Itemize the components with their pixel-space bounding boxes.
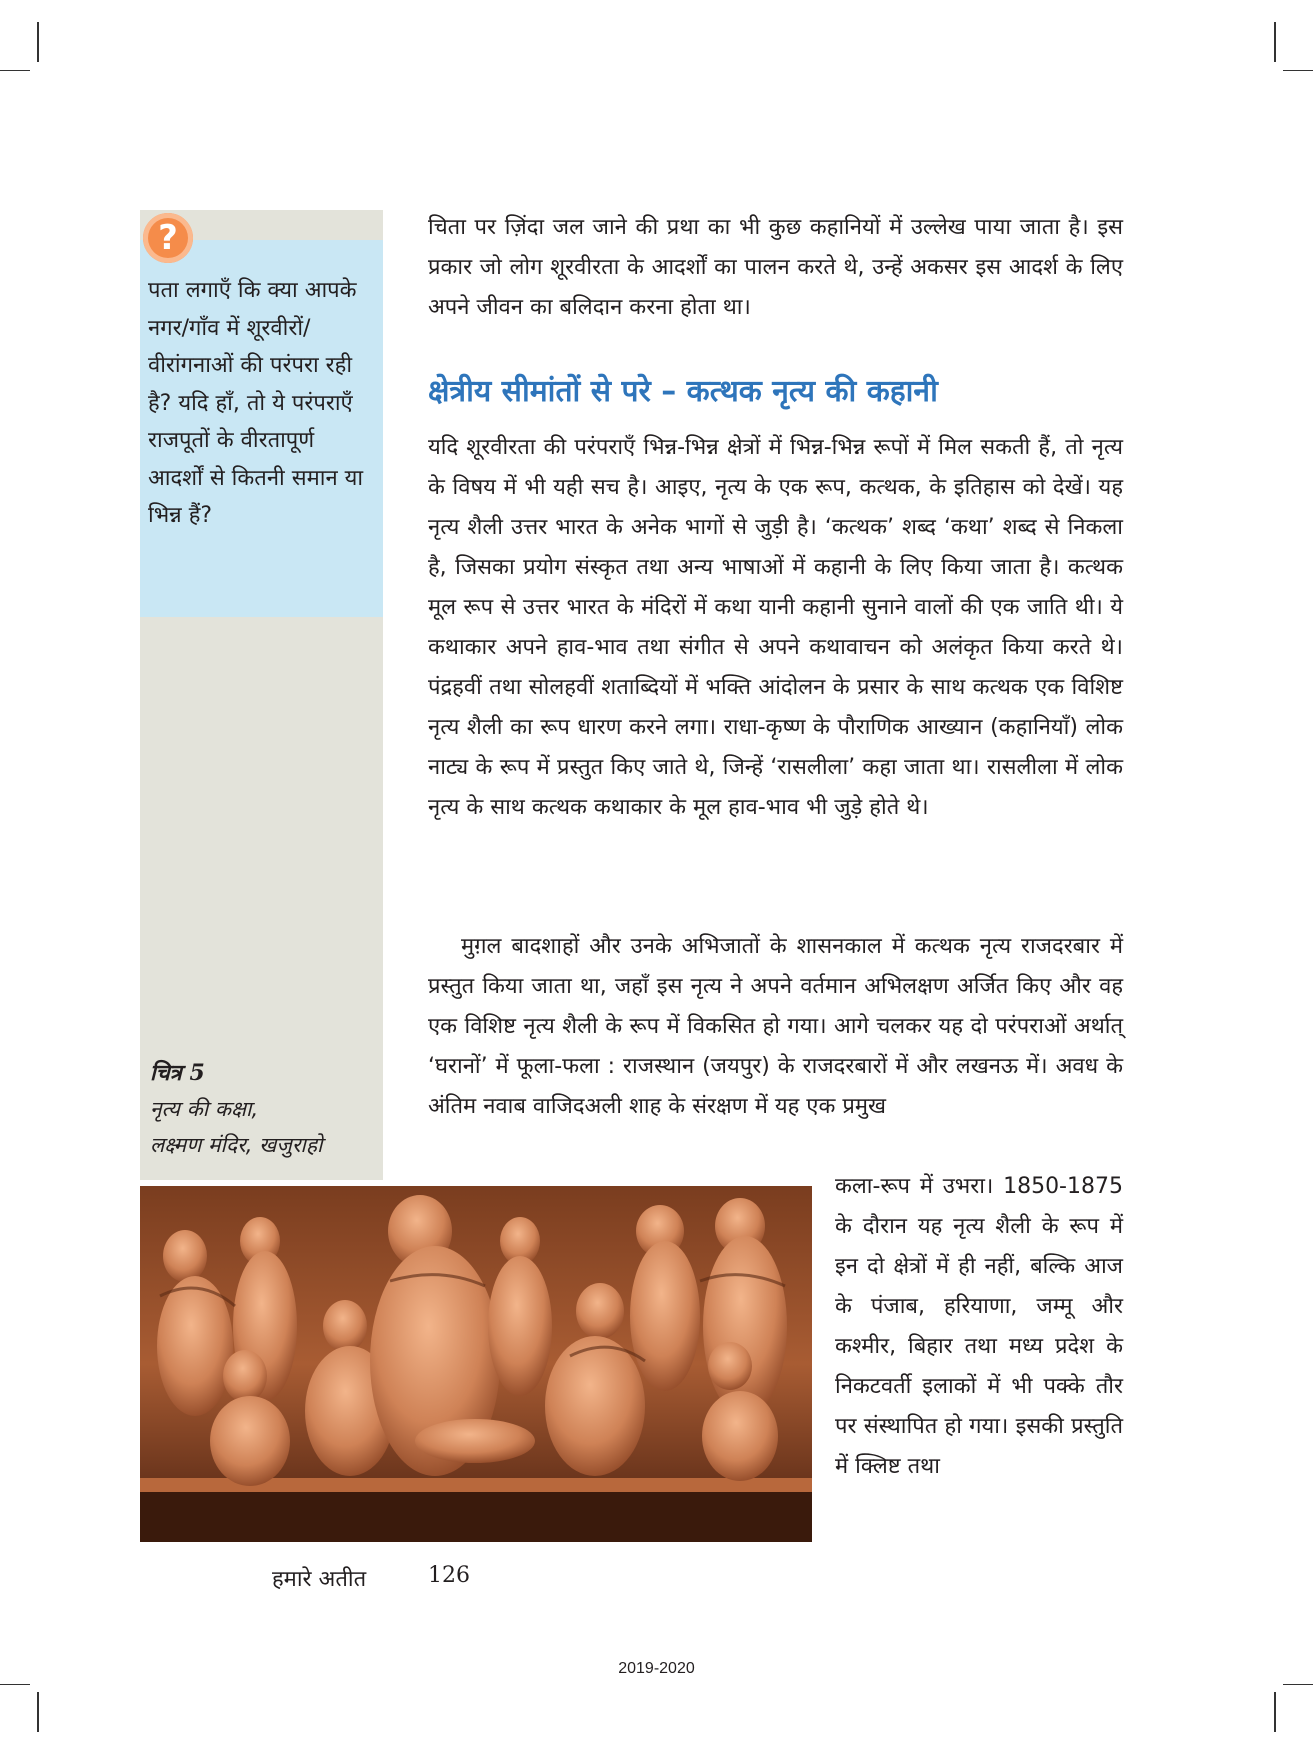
page-number: 126 (428, 1563, 470, 1588)
crop-mark (0, 1684, 30, 1685)
figure-caption-line: लक्ष्मण मंदिर, खजुराहो (150, 1133, 323, 1157)
figure-caption-line: नृत्य की कक्षा, (150, 1097, 259, 1121)
temple-sculpture-photo (140, 1186, 812, 1542)
crop-mark (1274, 22, 1276, 62)
academic-year: 2019-2020 (618, 1660, 695, 1677)
intro-paragraph: चिता पर ज़िंदा जल जाने की प्रथा का भी कुछ कहानियों में उल्लेख पाया जाता है। इस प्रकार जो लोग शूरवीरता के आदर्शों का पालन करते थे, उन्हें अकसर इस आदर्श के लिए अपने जीवन का बलिदान करना होता था। (428, 215, 1123, 320)
crop-mark (0, 70, 30, 71)
figure-label: चित्र 5 (150, 1060, 205, 1086)
sculpture-illustration (140, 1186, 812, 1542)
book-title: हमारे अतीत (272, 1567, 367, 1592)
figure-caption (150, 1055, 380, 1163)
paragraph-kathak-origin: यदि शूरवीरता की परंपराएँ भिन्न-भिन्न क्षेत्रों में भिन्न-भिन्न रूपों में मिल सकती हैं, तो नृत्य के विषय में भी यही सच है। आइए, नृत्य के एक रूप, कत्थक, के इतिहास को देखें। यह नृत्य शैली उत्तर भारत के अनेक भागों से जुड़ी है। ‘कत्थक’ शब्द ‘कथा’ शब्द से निकला है, जिसका प्रयोग संस्कृत तथा अन्य भाषाओं में कहानी के लिए किया जाता है। कत्थक मूल रूप से उत्तर भारत के मंदिरों में कथा यानी कहानी सुनाने वालों की एक जाति थी। ये कथाकार अपने हाव-भाव तथा संगीत से अपने कथावाचन को अलंकृत किया करते थे। पंद्रहवीं तथा सोलहवीं शताब्दियों में भक्ति आंदोलन के प्रसार के साथ कत्थक एक विशिष्ट नृत्य शैली का रूप धारण करने लगा। राधा-कृष्ण के पौराणिक आख्यान (कहानियाँ) लोक नाट्य के रूप में प्रस्तुत किए जाते थे, जिन्हें ‘रासलीला’ कहा जाता था। रासलीला में लोक नृत्य के साथ कत्थक कथाकार के मूल हाव-भाव भी जुड़े होते थे। (428, 435, 1123, 820)
section-heading: क्षेत्रीय सीमांतों से परे – कत्थक नृत्य की कहानी (428, 374, 938, 409)
question-text: पता लगाएँ कि क्या आपके नगर/गाँव में शूरवीरों/वीरांगनाओं की परंपरा रही है? यदि हाँ, तो ये परंपराएँ राजपूतों के वीरतापूर्ण आदर्शों से कितनी समान या भिन्न हैं? (148, 278, 364, 528)
paragraph-mughal-period: मुग़ल बादशाहों और उनके अभिजातों के शासनकाल में कत्थक नृत्य राजदरबार में प्रस्तुत किया जाता था, जहाँ इस नृत्य ने अपने वर्तमान अभिलक्षण अर्जित किए और वह एक विशिष्ट नृत्य शैली के रूप में विकसित हो गया। आगे चलकर यह दो परंपराओं अर्थात् ‘घरानों’ में फूला-फला : राजस्थान (जयपुर) के राजदरबारों में और लखनऊ में। अवध के अंतिम नवाब वाजिदअली शाह के संरक्षण में यह एक प्रमुख (428, 934, 1123, 1119)
crop-mark (37, 22, 39, 62)
crop-mark (1274, 1692, 1276, 1732)
crop-mark (37, 1692, 39, 1732)
question-mark-icon: ? (143, 213, 193, 263)
crop-mark (1283, 70, 1313, 71)
crop-mark (1283, 1684, 1313, 1685)
paragraph-mughal-period-continued: कला-रूप में उभरा। 1850-1875 के दौरान यह नृत्य शैली के रूप में इन दो क्षेत्रों में ही नहीं, बल्कि आज के पंजाब, हरियाणा, जम्मू और कश्मीर, बिहार तथा मध्य प्रदेश के निकटवर्ती इलाकों में भी पक्के तौर पर संस्थापित हो गया। इसकी प्रस्तुति में क्लिष्ट तथा (835, 1174, 1123, 1479)
